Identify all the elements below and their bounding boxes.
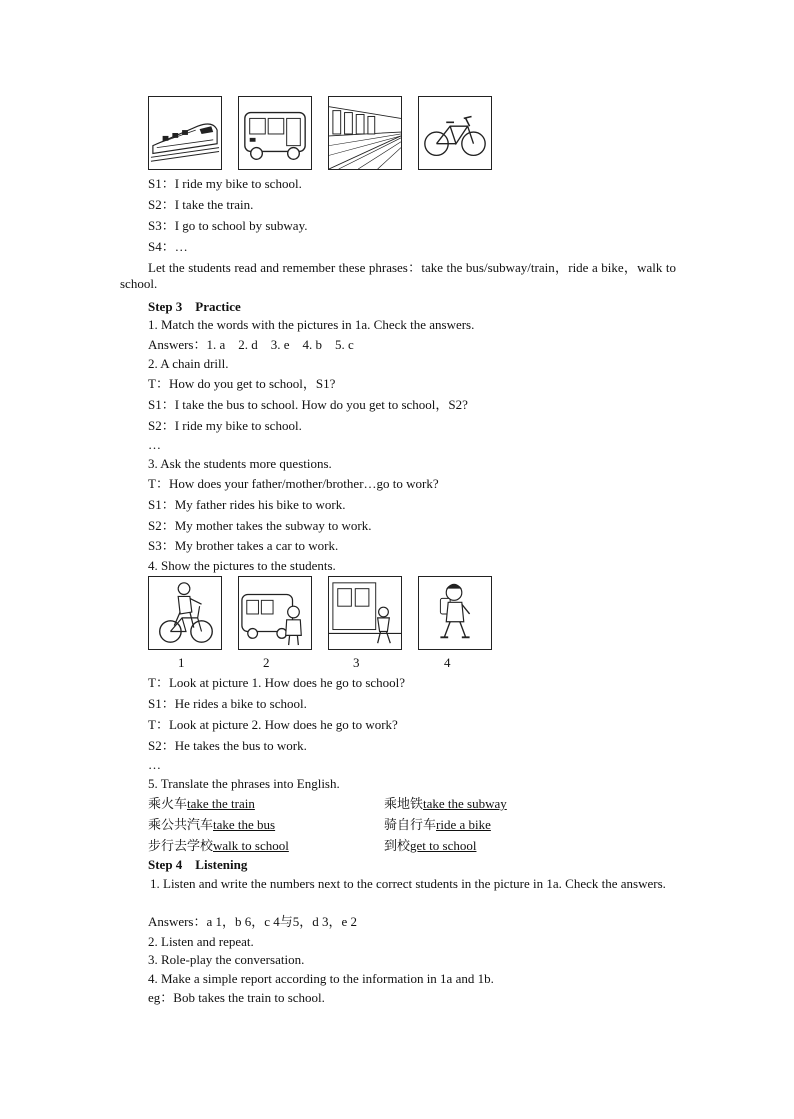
translation-get-to-school [384,838,476,854]
step3-heading: Step 3 Practice [148,299,241,314]
step3-answers: Answers：1. a 2. d 3. e 4. b 5. c [148,337,354,352]
cyclist-icon [149,577,221,649]
instruction-paragraph: Let the students read and remember these phrases：take the bus/subway/train，ride a bike，walk to school. [120,260,676,291]
step4-item2: 2. Listen and repeat. [148,934,254,949]
girl-walking-picture [418,576,492,650]
dialog-t3: T：Look at picture 1. How does he go to school? [148,675,406,690]
dialog-s2b: S2：My mother takes the subway to work. [148,518,372,533]
chinese-phrase: 乘火车 [148,796,188,811]
translation-walk-to-school [148,838,289,854]
subway-with-boy-icon [329,577,401,649]
chinese-phrase: 乘地铁 [384,796,424,811]
picture-number: 3 [353,655,360,670]
english-answer: take the bus [213,817,276,832]
walking-girl-icon [419,577,491,649]
translation-ride-bike [384,817,491,833]
dialog-s3: S3：I go to school by subway. [148,218,308,233]
chinese-phrase: 步行去学校 [148,838,214,853]
picture-number: 4 [444,655,451,670]
bus-picture [238,96,312,170]
step3-item3: 3. Ask the students more questions. [148,456,332,471]
transport-pictures-row [148,96,492,170]
dialog-t2: T：How does your father/mother/brother…go to work? [148,476,439,491]
dialog-s2: S2：I take the train. [148,197,254,212]
chinese-phrase: 乘公共汽车 [148,817,214,832]
bike-picture [418,96,492,170]
picture-number: 1 [178,655,185,670]
english-answer: take the subway [423,796,507,811]
english-answer: take the train [187,796,255,811]
step4-item1: 1. Listen and write the numbers next to the correct students in the picture in 1a. Check the answers. [150,876,666,891]
translation-take-bus [148,817,275,833]
dialog-s1c: S1：He rides a bike to school. [148,696,307,711]
step3-item5: 5. Translate the phrases into English. [148,776,340,791]
man-and-bus-picture [238,576,312,650]
step3-item2: 2. A chain drill. [148,356,229,371]
step4-item4: 4. Make a simple report according to the information in 1a and 1b. [148,971,494,986]
step3-item1: 1. Match the words with the pictures in 1a. Check the answers. [148,317,475,332]
step4-heading: Step 4 Listening [148,857,248,872]
dialog-t1: T：How do you get to school，S1? [148,376,336,391]
bus-with-man-icon [239,577,311,649]
bicycle-icon [419,97,491,169]
dialog-s2c: S2：He takes the bus to work. [148,738,307,753]
subway-picture [328,96,402,170]
dialog-s3b: S3：My brother takes a car to work. [148,538,339,553]
ellipsis-1: … [148,437,161,452]
chinese-phrase: 骑自行车 [384,817,437,832]
people-pictures-row [148,576,492,650]
dialog-t4: T：Look at picture 2. How does he go to work? [148,717,398,732]
bus-icon [239,97,311,169]
train-icon [149,97,221,169]
dialog-s2a: S2：I ride my bike to school. [148,418,302,433]
train-picture [148,96,222,170]
dialog-s4: S4：… [148,239,188,254]
step3-item4: 4. Show the pictures to the students. [148,558,336,573]
boy-riding-bike-picture [148,576,222,650]
dialog-s1a: S1：I take the bus to school. How do you get to school，S2? [148,397,468,412]
step4-answers: Answers：a 1，b 6，c 4与5，d 3，e 2 [148,914,358,929]
translation-take-subway [384,796,507,812]
picture-number: 2 [263,655,270,670]
dialog-s1: S1：I ride my bike to school. [148,176,302,191]
step4-example: eg：Bob takes the train to school. [148,990,325,1005]
english-answer: ride a bike [436,817,491,832]
boy-at-subway-picture [328,576,402,650]
step4-item3: 3. Role-play the conversation. [148,952,305,967]
english-answer: walk to school [213,838,289,853]
dialog-s1b: S1：My father rides his bike to work. [148,497,346,512]
english-answer: get to school [410,838,477,853]
chinese-phrase: 到校 [384,838,411,853]
subway-icon [329,97,401,169]
translation-take-train [148,796,255,812]
ellipsis-2: … [148,757,161,772]
